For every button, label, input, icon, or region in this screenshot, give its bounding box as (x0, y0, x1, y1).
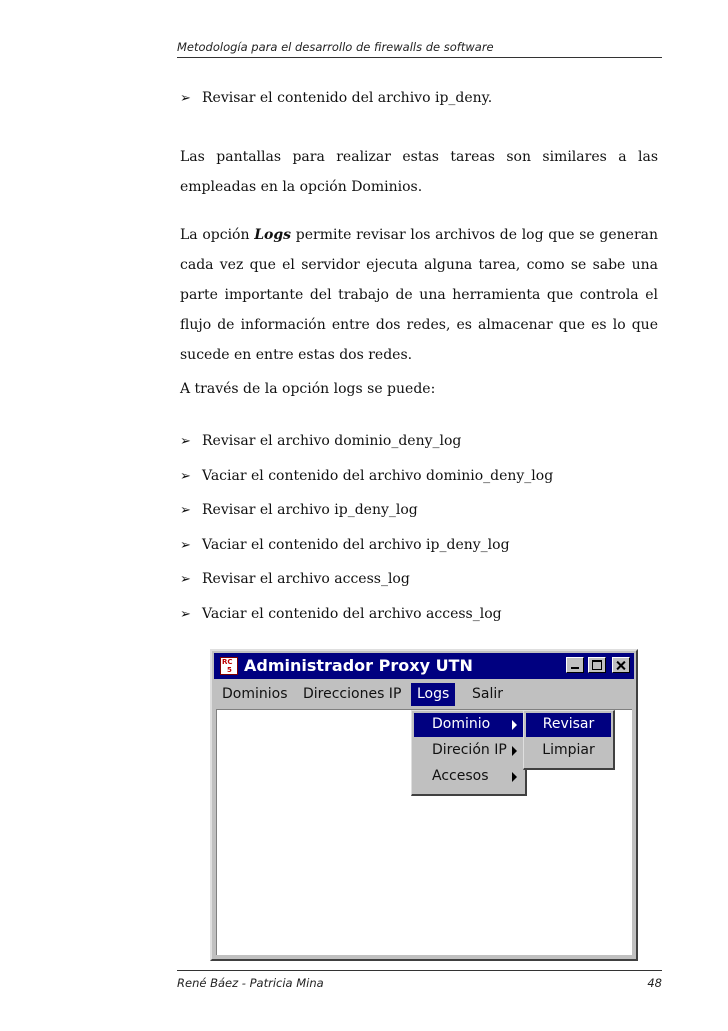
arrow-bullet-icon: ➢ (180, 91, 191, 106)
menu-item-direccion-ip[interactable]: Direción IP (414, 739, 523, 763)
menu-salir[interactable]: Salir (472, 686, 504, 702)
menu-logs[interactable]: Logs (411, 683, 455, 706)
menu-item-dominio[interactable]: Dominio (414, 713, 523, 737)
page-footer (177, 970, 662, 990)
arrow-bullet-icon: ➢ (180, 503, 191, 518)
submenu-arrow-icon (512, 746, 517, 756)
window-title: Administrador Proxy UTN (244, 656, 473, 675)
menu-dominios[interactable]: Dominios (222, 686, 288, 702)
arrow-bullet-icon: ➢ (180, 607, 191, 622)
title-bar[interactable] (214, 653, 634, 679)
list-item: ➢ Revisar el archivo dominio_deny_log (180, 431, 461, 452)
list-item (180, 88, 492, 109)
menu-item-revisar[interactable]: Revisar (526, 713, 611, 737)
arrow-bullet-icon: ➢ (180, 434, 191, 449)
app-window (210, 649, 638, 961)
paragraph-pantallas: Las pantallas para realizar estas tareas son similares a las empleadas en la opción Dominios. (180, 149, 658, 195)
page-number: 48 (647, 976, 662, 990)
list-item: ➢ Revisar el archivo ip_deny_log (180, 500, 418, 521)
arrow-bullet-icon: ➢ (180, 538, 191, 553)
list-item: ➢ Vaciar el contenido del archivo ip_deny_log (180, 535, 510, 556)
arrow-bullet-icon: ➢ (180, 469, 191, 484)
menu-direcciones-ip[interactable]: Direcciones IP (303, 686, 402, 702)
dominio-submenu (523, 710, 615, 770)
close-icon[interactable] (612, 657, 630, 673)
bullet-text: Revisar el contenido del archivo ip_deny. (202, 90, 493, 106)
logs-dropdown (411, 710, 527, 796)
arrow-bullet-icon: ➢ (180, 572, 191, 587)
list-item: ➢ Revisar el archivo access_log (180, 569, 410, 590)
menu-item-limpiar[interactable]: Limpiar (542, 742, 595, 758)
paragraph-logs: La opción Logs permite revisar los archivos de log que se generan cada vez que el servidor ejecuta alguna tarea, como se sabe una parte importante del trabajo de una herramienta que controla el flujo de información entre dos redes, es almacenar que es lo que sucede en entre estas dos redes. (180, 227, 658, 363)
paragraph-intro-list: A través de la opción logs se puede: (180, 381, 436, 397)
list-item: ➢ Vaciar el contenido del archivo access_log (180, 604, 502, 625)
minimize-icon[interactable] (566, 657, 584, 673)
maximize-icon[interactable] (588, 657, 606, 673)
running-header: Metodología para el desarrollo de firewalls de software (177, 40, 662, 58)
app-icon: RC 5 (220, 657, 238, 675)
list-item: ➢ Vaciar el contenido del archivo dominio_deny_log (180, 466, 553, 487)
submenu-arrow-icon (512, 720, 517, 730)
submenu-arrow-icon (512, 772, 517, 782)
footer-authors: René Báez - Patricia Mina (177, 976, 324, 990)
menu-bar (214, 681, 634, 709)
logs-term: Logs (254, 227, 292, 243)
menu-item-accesos[interactable]: Accesos (414, 765, 523, 789)
